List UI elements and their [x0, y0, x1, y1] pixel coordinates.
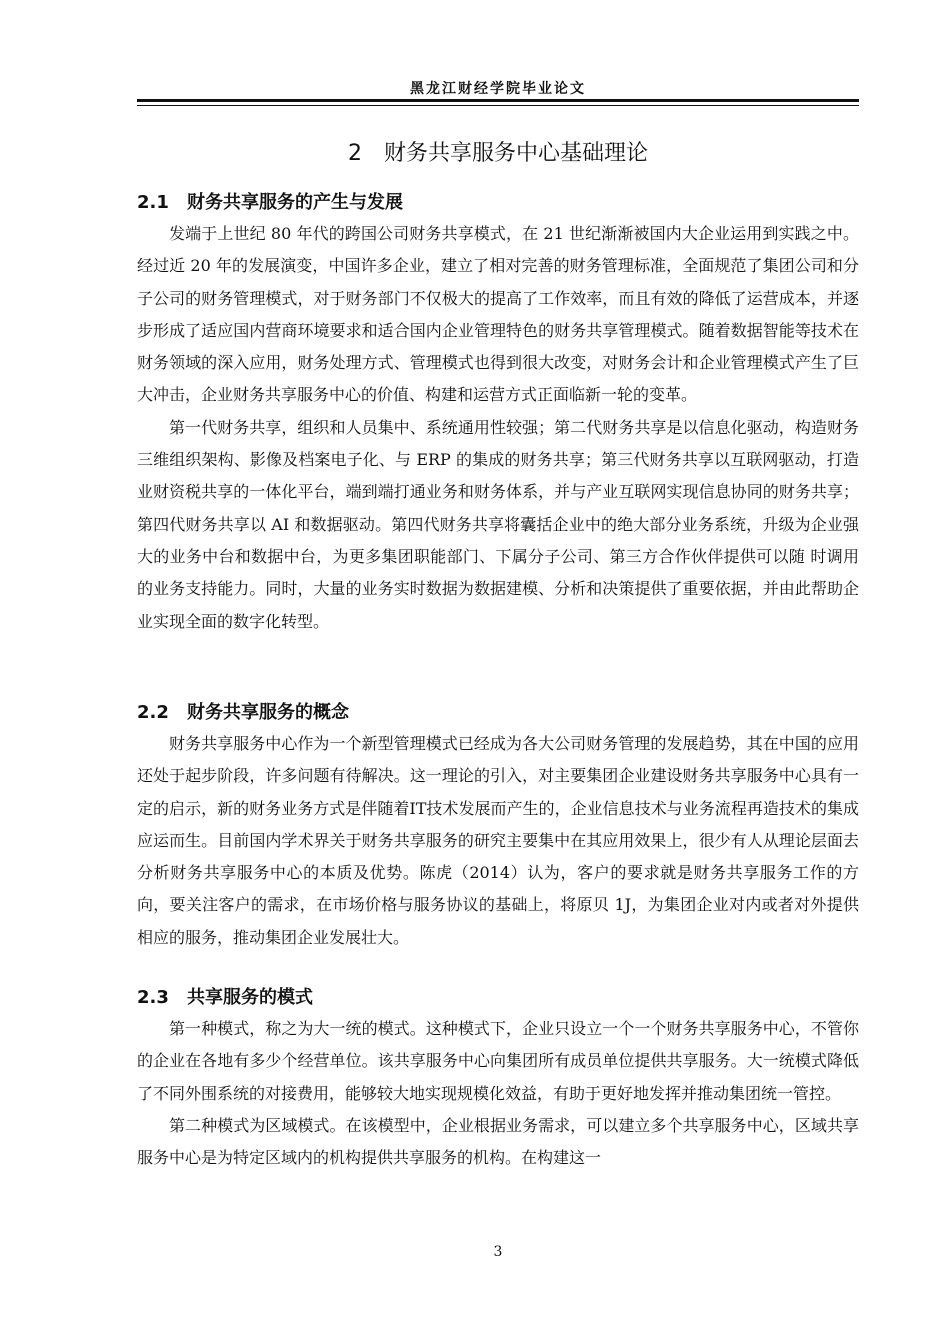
section-number: 2.2 [137, 702, 169, 723]
paragraph: 发端于上世纪 80 年代的跨国公司财务共享模式，在 21 世纪渐渐被国内大企业运用到实践之中。经过近 20 年的发展演变，中国许多企业，建立了相对完善的财务管理标准，全面规范了集团公司和分子公司的财务管理模式，对于财务部门不仅极大的提高了工作效率，而且有效的降低了运营成本，并逐步形成了适应国内营商环境要求和适合国内企业管理特色的财务共享管理模式。随着数据智能等技术在财务领域的深入应用，财务处理方式、管理模式也得到很大改变，对财务会计和企业管理模式产生了巨大冲击，企业财务共享服务中心的价值、构建和运营方式正面临新一轮的变革。 [137, 224, 859, 405]
section-heading [137, 698, 859, 728]
section-number: 2.1 [137, 192, 169, 213]
header-rule-thick [137, 99, 859, 102]
running-header: 黑龙江财经学院毕业论文 [410, 81, 586, 97]
chapter-title [137, 136, 859, 167]
section-2-1 [137, 188, 859, 638]
section-title: 财务共享服务的概念 [187, 702, 349, 723]
page-number: 3 [493, 1244, 503, 1260]
section-2-3 [137, 983, 859, 1174]
section-title: 财务共享服务的产生与发展 [187, 192, 403, 213]
section-heading [137, 188, 859, 218]
section-heading [137, 983, 859, 1013]
paragraph: 财务共享服务中心作为一个新型管理模式已经成为各大公司财务管理的发展趋势，其在中国的应用还处于起步阶段，许多问题有待解决。这一理论的引入，对主要集团企业建设财务共享服务中心具有一定的启示，新的财务业务方式是伴随着IT技术发展而产生的，企业信息技术与业务流程再造技术的集成应运而生。目前国内学术界关于财务共享服务的研究主要集中在其应用效果上，很少有人从理论层面去分析财务共享服务中心的本质及优势。陈虎（2014）认为，客户的要求就是财务共享服务工作的方向，要关注客户的需求，在市场价格与服务协议的基础上，将原贝 1J，为集团企业对内或者对外提供相应的服务，推动集团企业发展壮大。 [137, 734, 859, 947]
chapter-number: 2 [347, 141, 362, 166]
paragraph: 第一代财务共享，组织和人员集中、系统通用性较强；第二代财务共享是以信息化驱动，构造财务三维组织架构、影像及档案电子化、与 ERP 的集成的财务共享；第三代财务共享以互联网驱动，打造业财资税共享的一体化平台，端到端打通业务和财务体系，并与产业互联网实现信息协同的财务共享；第四代财务共享以 AI 和数据驱动。第四代财务共享将囊括企业中的绝大部分业务系统，升级为企业强大的业务中台和数据中台，为更多集团职能部门、下属分子公司、第三方合作伙伴提供可以随 时调用的业务支持能力。同时，大量的业务实时数据为数据建模、分析和决策提供了重要依据，并由此帮助企业实现全面的数字化转型。 [137, 417, 859, 631]
section-number: 2.3 [137, 987, 169, 1008]
chapter-title-text: 财务共享服务中心基础理论 [383, 141, 648, 166]
paragraph: 第一种模式，称之为大一统的模式。这种模式下，企业只设立一个一个财务共享服务中心，不管你的企业在各地有多少个经营单位。该共享服务中心向集团所有成员单位提供共享服务。大一统模式降低了不同外围系统的对接费用，能够较大地实现规模化效益，有助于更好地发挥并推动集团统一管控。 [137, 1019, 859, 1103]
section-2-2 [137, 698, 859, 954]
section-title: 共享服务的模式 [187, 987, 313, 1008]
header-rule-thin [137, 105, 859, 106]
paragraph: 第二种模式为区域模式。在该模型中，企业根据业务需求，可以建立多个共享服务中心，区域共享服务中心是为特定区域内的机构提供共享服务的机构。在构建这一 [137, 1115, 859, 1168]
